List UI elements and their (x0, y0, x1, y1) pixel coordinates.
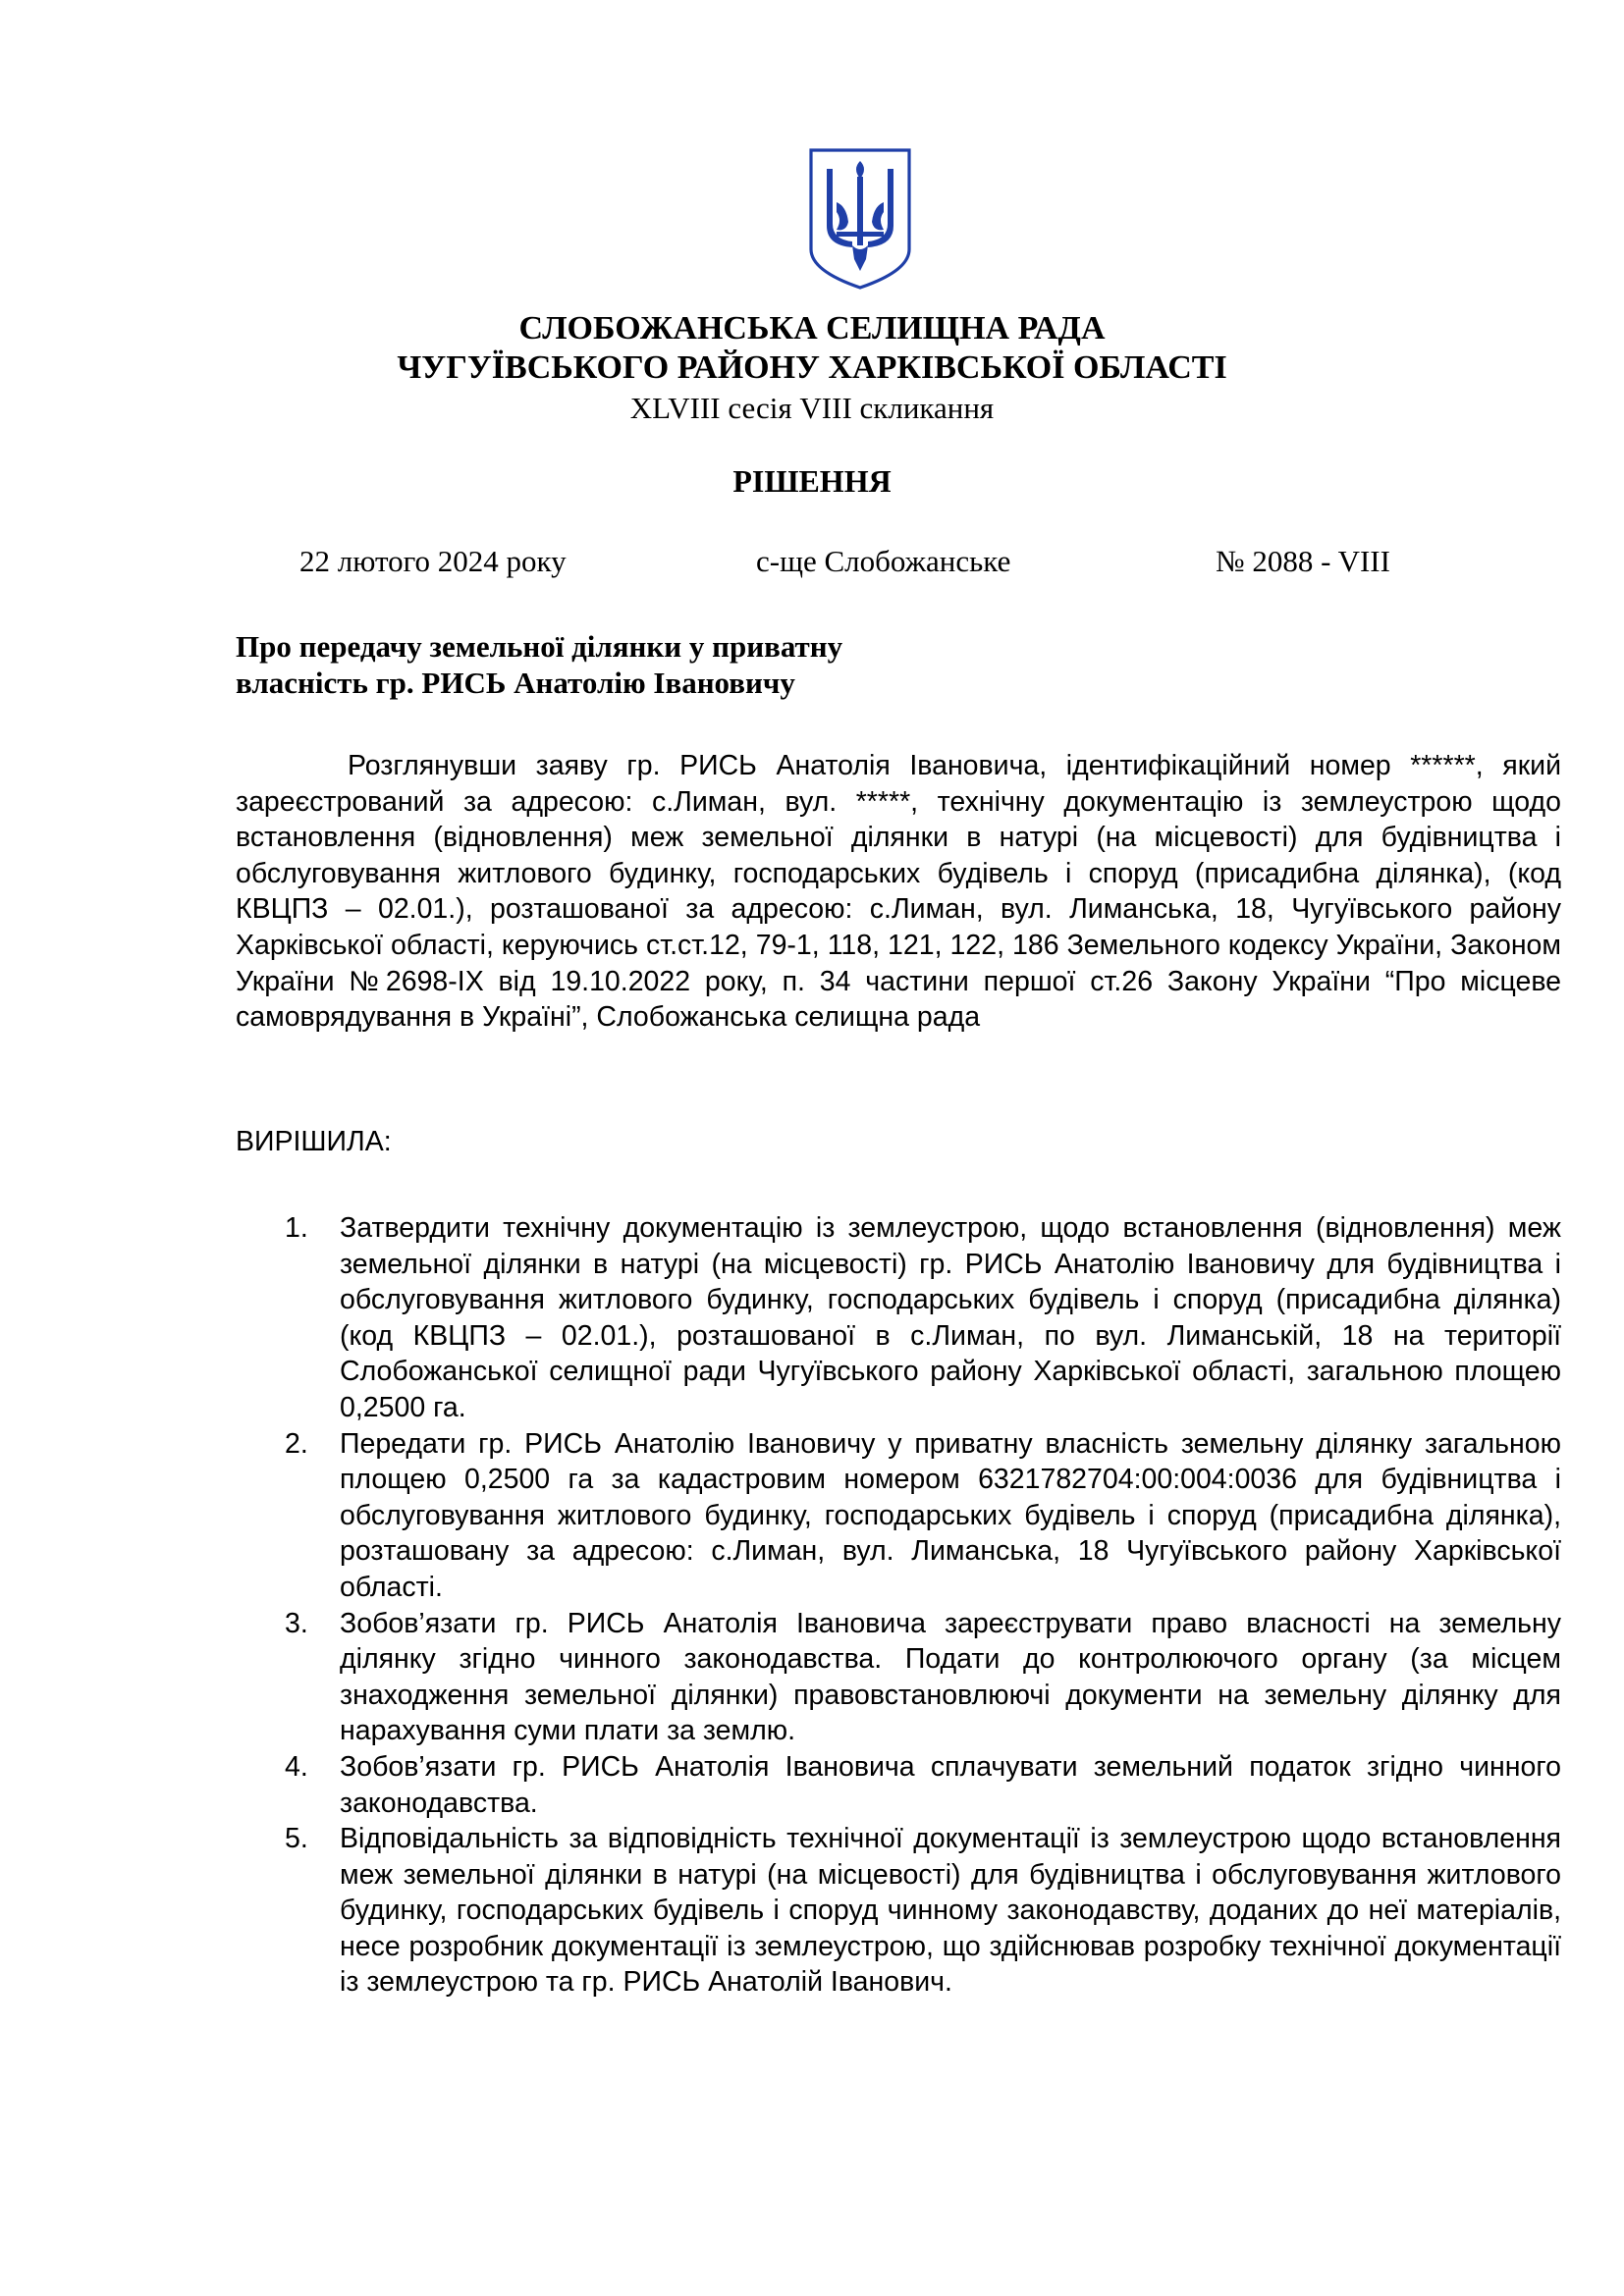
resolution-item (236, 1606, 1561, 1749)
subject-line: власність гр. РИСЬ Анатолію Івановичу (236, 666, 795, 700)
item-number: 5. (285, 1823, 308, 1855)
resolution-item (236, 1426, 1561, 1606)
item-text: Зобов’язати гр. РИСЬ Анатолія Івановича сплачувати земельний податок згідно чинного законодавства. (340, 1750, 1561, 1819)
resolved-label: ВИРІШИЛА: (236, 1126, 392, 1157)
item-text: Відповідальність за відповідність технічної документації із землеустрою щодо встановлення меж земельної ділянки в натурі (на місцевості) для будівництва і обслуговування житлового будинку, господарських будівель і споруд чинному законодавству, доданих до неї матеріалів, несе розробник документації із землеустрою, що здійснював розробку технічної документації із землеустрою та гр. РИСЬ Анатолій Іванович. (340, 1823, 1561, 1999)
decision-subject (236, 628, 1119, 701)
resolution-item (236, 1749, 1561, 1821)
item-number: 1. (285, 1212, 308, 1244)
item-text: Передати гр. РИСЬ Анатолію Івановичу у приватну власність земельну ділянку загальною площею 0,2500 га за кадастровим номером 6321782704:00:004:0036 для будівництва і обслуговування житлового будинку, господарських будівель і споруд (присадибна ділянка), розташовану за адресою: с.Лиман, вул. Лиманська, 18 Чугуївського району Харківської області. (340, 1427, 1561, 1603)
coat-of-arms-trident-icon (807, 147, 913, 291)
subject-line: Про передачу земельної ділянки у приватну (236, 629, 843, 664)
preamble-paragraph: Розглянувши заяву гр. РИСЬ Анатолія Івановича, ідентифікаційний номер ******, який зареєстрований за адресою: с.Лиман, вул. *****, технічну документацію із землеустрою щодо встановлення (відновлення) меж земельної ділянки в натурі (на місцевості) для будівництва і обслуговування житлового будинку, господарських будівель і споруд (присадибна ділянка), (код КВЦПЗ – 02.01.), розташованої за адресою: с.Лиман, вул. Лиманська, 18, Чугуївського району Харківської області, керуючись ст.ст.12, 79-1, 118, 121, 122, 186 Земельного кодексу України, Законом України №2698-ІХ від 19.10.2022 року, п. 34 частини першої ст.26 Закону України “Про місцеве самоврядування в Україні”, Слобожанська селищна рада (236, 750, 1561, 1034)
item-number: 3. (285, 1607, 308, 1639)
decision-place: с-ще Слобожанське (756, 544, 1011, 578)
decision-date: 22 лютого 2024 року (299, 544, 567, 578)
item-text: Зобов’язати гр. РИСЬ Анатолія Івановича зареєструвати право власності на земельну ділянку згідно чинного законодавства. Подати до контролюючого органу (за місцем знаходження земельної ділянки) правовстановлюючі документи на земельну ділянку для нарахування суми плати за землю. (340, 1607, 1561, 1747)
district-name: ЧУГУЇВСЬКОГО РАЙОНУ ХАРКІВСЬКОЇ ОБЛАСТІ (397, 349, 1227, 386)
decision-number: № 2088 - VIII (1216, 544, 1390, 578)
item-number: 4. (285, 1750, 308, 1783)
document-type-title: РІШЕННЯ (732, 463, 892, 499)
resolution-item (236, 1821, 1561, 2001)
item-text: Затвердити технічну документацію із землеустрою, щодо встановлення (відновлення) меж земельної ділянки в натурі (на місцевості) гр. РИСЬ Анатолію Івановичу для будівництва і обслуговування житлового будинку, господарських будівель і споруд (присадибна ділянка) (код КВЦПЗ – 02.01.), розташованої в с.Лиман, по вул. Лиманській, 18 на території Слобожанської селищної ради Чугуївського району Харківської області, загальною площею 0,2500 га. (340, 1212, 1561, 1423)
session-label: XLVIII сесія VIII скликання (629, 391, 995, 425)
item-number: 2. (285, 1427, 308, 1460)
council-name: СЛОБОЖАНСЬКА СЕЛИЩНА РАДА (518, 310, 1106, 347)
resolution-items (236, 1210, 1561, 2001)
resolution-item (236, 1210, 1561, 1426)
